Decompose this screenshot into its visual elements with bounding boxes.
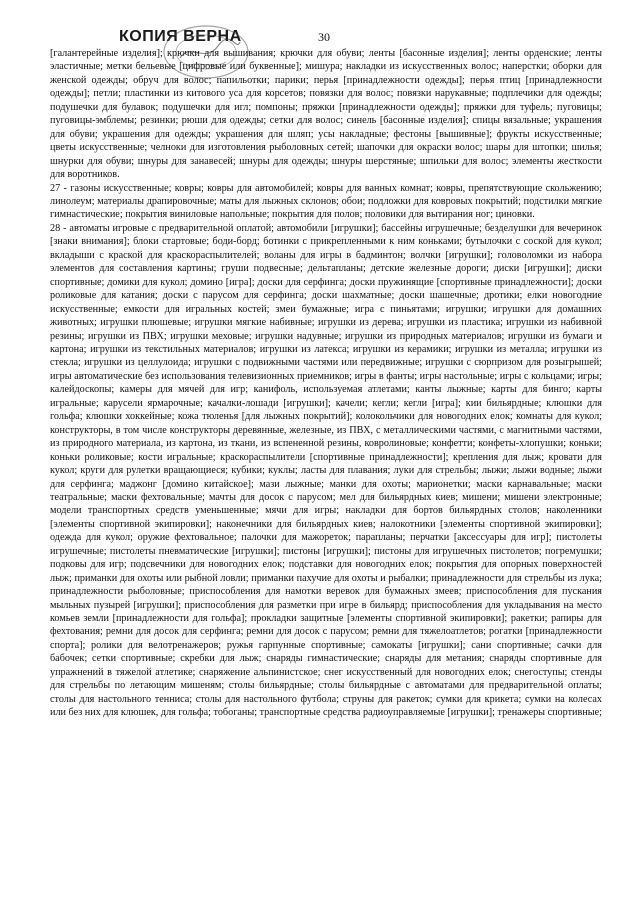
document-body [50,47,602,720]
paragraph-class-28: 28 - автоматы игровые с предварительной оплатой; автомобили [игрушки]; бассейны игрушечные; безделушки для вечеринок [знаки внимания]; блоки стартовые; боди-борд; ботинки с прикрепленными к ним коньками; бутылочки с соской для кукол; вкладыши с краской для краскораспылителей; воланы для игры в бадминтон; волчки [игрушки]; головоломки из набора элементов для составления картины; груши подвесные; дельтапланы; детские железные дороги; диски [игрушки]; диски спортивные; домики для кукол; домино [игра]; доски для серфинга; доски пружинящие [спортивные принадлежности]; доски роликовые для катания; доски с парусом для серфинга; доски шахматные; доски шашечные; дротики; елки новогодние искусственные; емкости для игральных костей; змеи бумажные; игра с пиньятами; игрушки; игрушки для домашних животных; игрушки плюшевые; игрушки мягкие набивные; игрушки из дерева; игрушки из пластика; игрушки из набивной резины; игрушки из ПВХ; игрушки меховые; игрушки надувные; игрушки из природных материалов; игрушки из бумаги и картона; игрушки из текстильных материалов; игрушки из латекса; игрушки из керамики; игрушки из металла; игрушки из стекла; игрушки из целлулоида; игрушки с подвижными частями или передвижные; игрушки с сюрпризом для розыгрышей; игры автоматические без использования телевизионных приемников; игры в фанты; игры настольные; игры с кольцами; игры; калейдоскопы; камеры для мячей для игр; канифоль, используемая атлетами; канты лыжные; карты для бинго; карты игральные; карусели ярмарочные; качалки-лошади [игрушки]; качели; кегли; кегли [игра]; кии бильярдные; клюшки для гольфа; клюшки хоккейные; кожа тюленья [для лыжных покрытий]; колокольчики для новогодних елок; комнаты для кукол; конструкторы, в том числе конструкторы деревянные, железные, из ПВХ, с металлическими частями, с магнитными частями, из природного материала, из картона, из ткани, из вспененной резины, ковролиновые; конфетти; конфеты-хлопушки; коньки; коньки роликовые; кости игральные; краскораспылители [спортивные принадлежности]; крепления для лыж; кровати для кукол; круги для рулетки вращающиеся; кубики; куклы; ласты для плавания; луки для стрельбы; лыжи; лыжи водные; лыжи для серфинга; маджонг [домино китайское]; мази лыжные; манки для охоты; марионетки; маски карнавальные; маски театральные; маски фехтовальные; мачты для досок с парусом; мел для бильярдных киев; мишени; мишени электронные; модели транспортных средств уменьшенные; мячи для игры; накладки для бортов бильярдных столов; наколенники [элементы спортивной экипировки]; наконечники для бильярдных киев; налокотники [элементы спортивной экипировки]; одежда для кукол; оружие фехтовальное; палочки для мажореток; парапланы; перчатки [аксессуары для игр]; пистолеты игрушечные; пистолеты пневматические [игрушки]; пистоны [игрушки]; пистоны для игрушечных пистолетов; погремушки; подковы для игр; подсвечники для новогодних елок; подставки для новогодних елок; покрытия для опорных поверхностей лыж; приманки для охоты или рыбной ловли; приманки пахучие для охоты и рыбалки; принадлежности для стрельбы из лука; принадлежности рыболовные; приспособления для намотки веревок для бумажных змеев; приспособления для пускания мыльных пузырей [игрушки]; приспособления для разметки при игре в бильярд; приспособления для укладывания на место комьев земли [принадлежности для гольфа]; прокладки защитные [элементы спортивной экипировки]; ракетки; рапиры для фехтования; ремни для досок для серфинга; ремни для досок с парусом; ремни для тяжелоатлетов; рогатки [принадлежности спорта]; ролики для велотренажеров; ружья гарпунные спортивные; самокаты [игрушки]; сани спортивные; сачки для бабочек; сетки спортивные; скребки для лыж; снаряды гимнастические; снаряды для метания; снаряды спортивные для упражнений в тяжелой атлетике; снаряжение альпинистское; снег искусственный для новогодних елок; снегоступы; стенды для стрельбы по летающим мишеням; столы бильярдные; столы бильярдные с автоматами для предварительной оплаты; столы для настольного тенниса; столы для настольного футбола; струны для ракеток; сумки для крикета; сумки на колесах или без них для клюшек, для гольфа; тобоганы; транспортные средства радиоуправляемые [игрушки]; тренажеры спортивные; [50,222,602,719]
paragraph-class-26-continued: [галантерейные изделия]; крючки для вышивания; крючки для обуви; ленты [басонные изделия]; ленты орденские; ленты эластичные; метки бельевые [цифровые или буквенные]; мишура; накладки из искусственных волос; наперстки; оборки для женской одежды; обруч для волос; папильотки; парики; перья [принадлежности одежды]; перья птиц [принадлежности одежды]; петли; пластинки из китового уса для корсетов; повязки для волос; повязки нарукавные; подплечики для одежды; подушечки для булавок; подушечки для игл; помпоны; пряжки [принадлежности одежды]; пряжки для туфель; пуговицы; пуговицы-эмблемы; резинки; рюши для одежды; сетки для волос; синель [басонные изделия]; спицы вязальные; украшения для обуви; украшения для одежды; украшения для шляп; усы накладные; фестоны [вышивные]; фрукты искусственные; цветы искусственные; челноки для изготовления рыболовных сетей; шапочки для окраски волос; шары для штопки; шилья; шнурки для обуви; шнуры для занавесей; шнуры для одежды; шнуры шерстяные; шпильки для волос; элементы жесткости для воротников. [50,48,602,181]
page-number: 30 [318,30,330,44]
paragraph-class-27: 27 - газоны искусственные; ковры; ковры для автомобилей; ковры для ванных комнат; ковры, препятствующие скольжению; линолеум; материалы драпировочные; маты для лыжных склонов; обои; подложки для ковровых покрытий; подстилки мягкие гимнастические; покрытия виниловые напольные; покрытия для полов; половики для вытирания ног; циновки. [50,182,602,221]
copy-certified-stamp-text: КОПИЯ ВЕРНА [119,28,242,45]
